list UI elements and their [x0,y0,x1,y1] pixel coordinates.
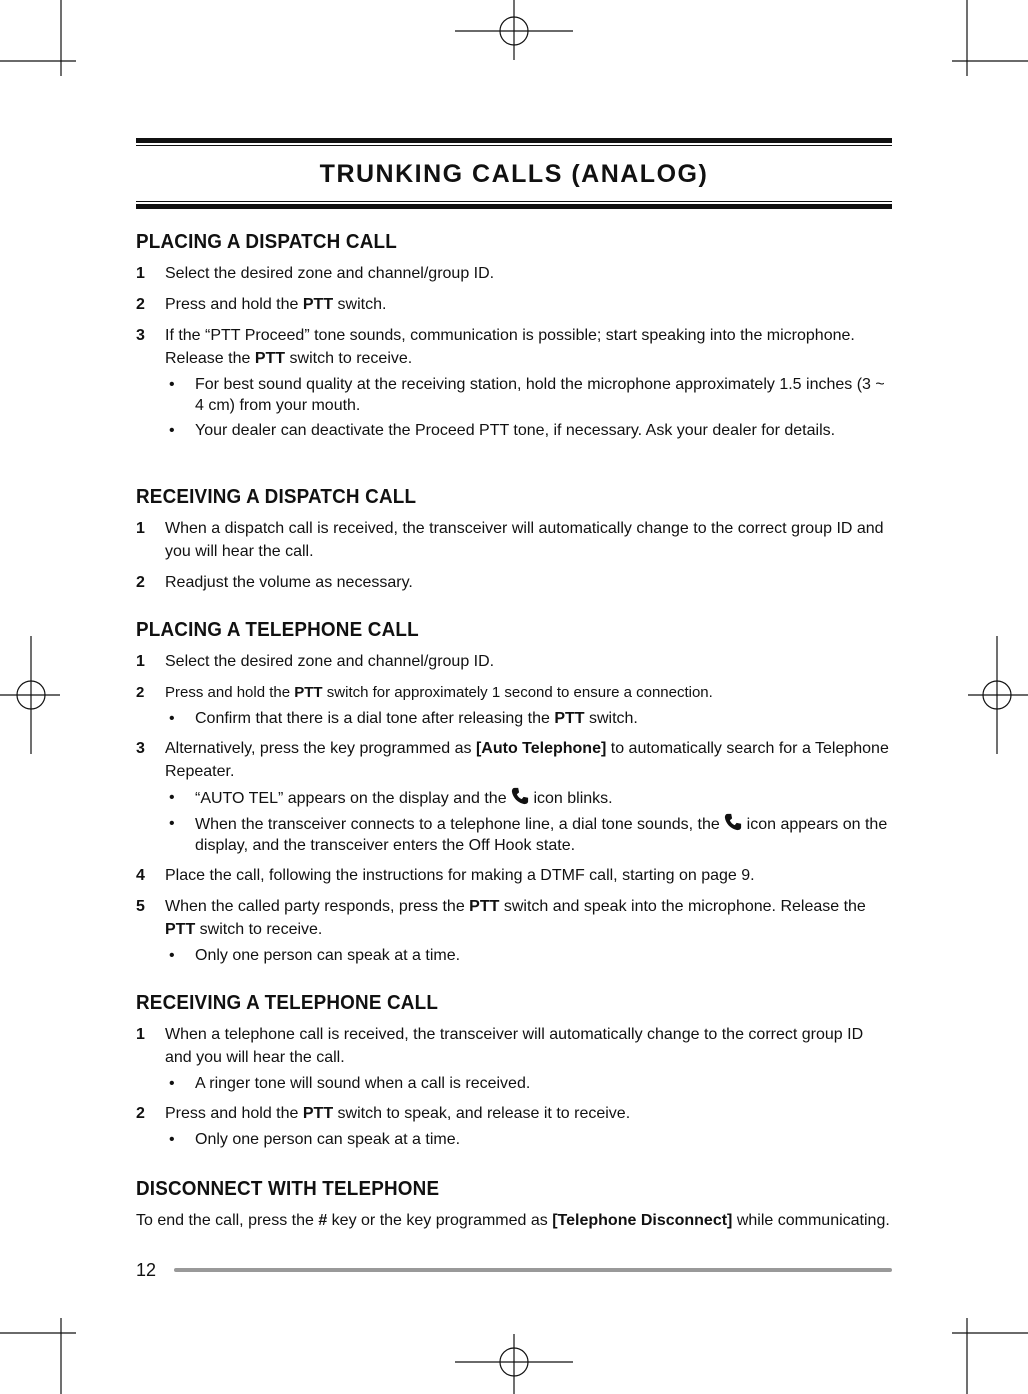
bullet-item: • A ringer tone will sound when a call is received. [169,1075,531,1092]
disconnect-paragraph: To end the call, press the # key or the key programmed as [Telephone Disconnect] while communicating. [136,1212,890,1229]
bullet-item: • For best sound quality at the receiving station, hold the microphone approximately 1.5 inches (3 ~ 4 cm) from your mouth. [169,376,885,414]
title-rule-top [136,138,892,143]
step-item: 1 Select the desired zone and channel/group ID. [136,653,495,670]
step-item: 1 When a dispatch call is received, the transceiver will automatically change to the correct group ID and you will hear the call. [136,520,884,560]
section-heading: RECEIVING A DISPATCH CALL [136,485,417,508]
bullet-item: • Confirm that there is a dial tone after releasing the PTT switch. [169,710,638,727]
step-item: 5 When the called party responds, press the PTT switch and speak into the microphone. Release the PTT switch to receive. [136,898,866,938]
telephone-icon [511,787,529,805]
step-item: 1 Select the desired zone and channel/group ID. [136,265,495,282]
page-number: 12 [136,1260,157,1280]
step-item: 4 Place the call, following the instructions for making a DTMF call, starting on page 9. [136,867,755,884]
section-placing-telephone [136,618,892,966]
step-item: 3 Alternatively, press the key programmed as [Auto Telephone] to automatically search for a Telephone Repeater. [136,740,889,780]
step-item: 3 If the “PTT Proceed” tone sounds, communication is possible; start speaking into the microphone. Release the PTT switch to receive. [136,327,855,367]
bullet-item: • When the transceiver connects to a telephone line, a dial tone sounds, the icon appears on the display, and the transceiver enters the Off Hook state. [169,815,888,854]
section-disconnect [136,1177,892,1232]
bullet-item: • Only one person can speak at a time. [169,1131,461,1148]
section-heading: RECEIVING A TELEPHONE CALL [136,991,439,1014]
step-item: 2 Readjust the volume as necessary. [136,574,413,591]
bullet-item: • “AUTO TEL” appears on the display and the icon blinks. [169,789,613,807]
section-heading: PLACING A DISPATCH CALL [136,230,397,253]
step-item: 2 Press and hold the PTT switch for approximately 1 second to ensure a connection. [136,684,713,701]
title-rule-bottom [136,204,892,209]
footer-bar [174,1268,892,1272]
section-receiving-telephone [136,991,892,1150]
title-rule-top-thin [136,145,892,146]
section-placing-dispatch [136,230,892,441]
title-rule-bottom-thin [136,201,892,202]
step-item: 2 Press and hold the PTT switch to speak, and release it to receive. [136,1105,631,1122]
page-footer [136,1260,892,1284]
section-receiving-dispatch [136,485,892,594]
section-heading: PLACING A TELEPHONE CALL [136,618,419,641]
page-content [136,138,892,1229]
section-heading: DISCONNECT WITH TELEPHONE [136,1177,440,1200]
telephone-icon [724,813,742,831]
bullet-item: • Only one person can speak at a time. [169,947,461,964]
step-item: 2 Press and hold the PTT switch. [136,296,387,313]
page-title: TRUNKING CALLS (ANALOG) [319,160,709,188]
step-item: 1 When a telephone call is received, the transceiver will automatically change to the correct group ID and you will hear the call. [136,1026,864,1066]
bullet-item: • Your dealer can deactivate the Proceed PTT tone, if necessary. Ask your dealer for details. [169,422,836,439]
